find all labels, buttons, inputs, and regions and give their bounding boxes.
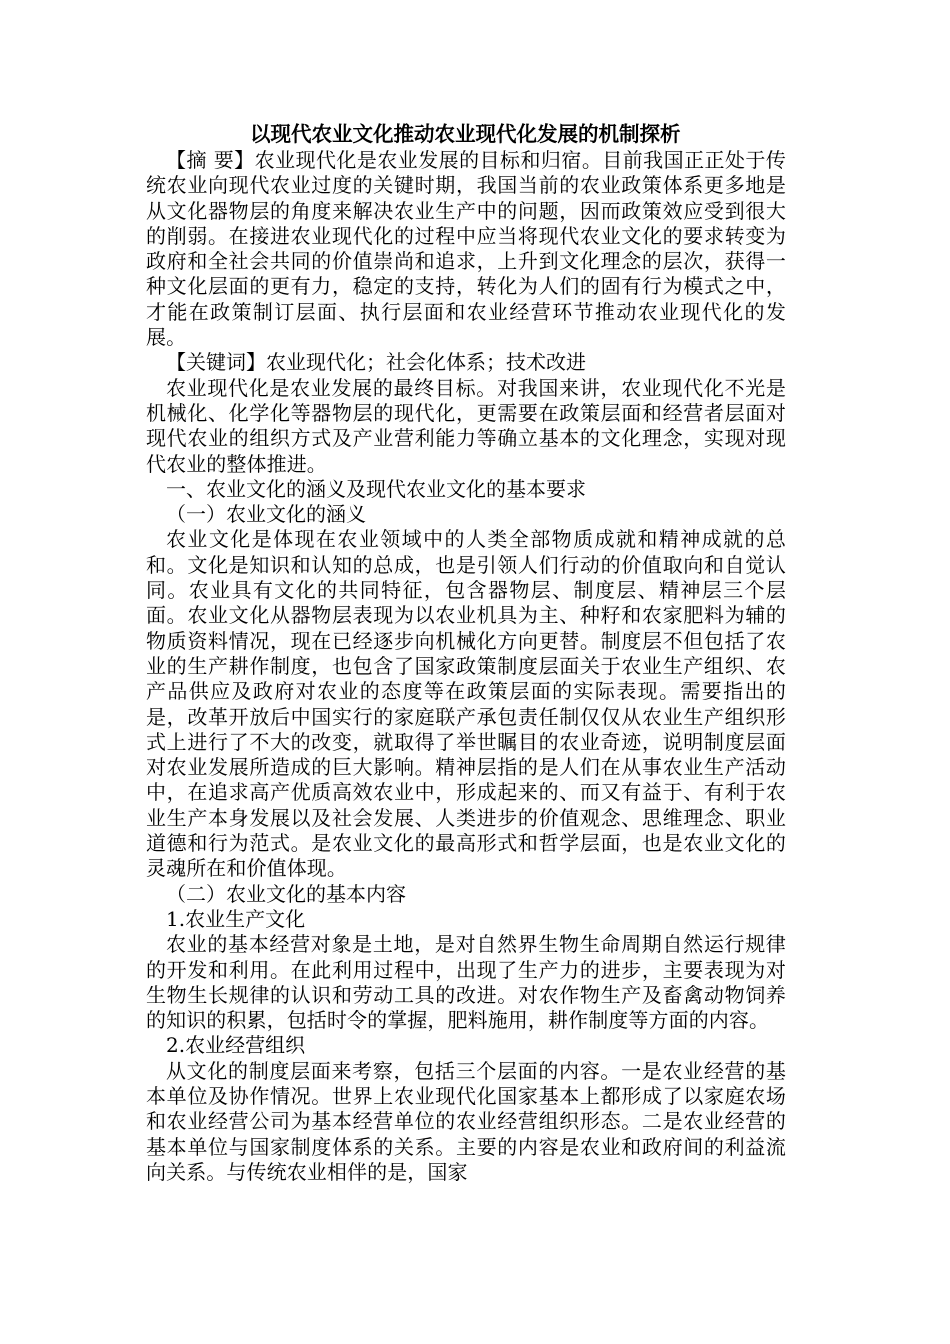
keywords-line: 【关键词】农业现代化；社会化体系；技术改进 [166, 350, 586, 375]
body-paragraph: 农业的基本经营对象是土地，是对自然界生物生命周期自然运行规律的开发和利用。在此利用过程中，出现了生产力的进步，主要表现为对生物生长规律的认识和劳动工具的改进。对农作物生产及畜禽动物饲养的知识的积累，包括时令的掌握，肥料施用，耕作制度等方面的内容。 [146, 932, 786, 1033]
item-heading: 1.农业生产文化 [166, 906, 306, 931]
subsection-heading: （一）农业文化的涵义 [166, 502, 366, 527]
document-title: 以现代农业文化推动农业现代化发展的机制探析 [250, 122, 681, 146]
item-heading: 2.农业经营组织 [166, 1033, 306, 1058]
section-heading: 一、农业文化的涵义及现代农业文化的基本要求 [166, 476, 586, 501]
body-paragraph: 农业文化是体现在农业领域中的人类全部物质成就和精神成就的总和。文化是知识和认知的总成，也是引领人们行动的价值取向和自觉认同。农业具有文化的共同特征，包含器物层、制度层、精神层三个层面。农业文化从器物层表现为以农业机具为主、种籽和农家肥料为辅的物质资料情况，现在已经逐步向机械化方向更替。制度层不但包括了农业的生产耕作制度，也包含了国家政策制度层面关于农业生产组织、农产品供应及政府对农业的态度等在政策层面的实际表现。需要指出的是，改革开放后中国实行的家庭联产承包责任制仅仅从农业生产组织形式上进行了不大的改变，就取得了举世瞩目的农业奇迹，说明制度层面对农业发展所造成的巨大影响。精神层指的是人们在从事农业生产活动中，在追求高产优质高效农业中，形成起来的、而又有益于、有利于农业生产本身发展以及社会发展、人类进步的价值观念、思维理念、职业道德和行为范式。是农业文化的最高形式和哲学层面，也是农业文化的灵魂所在和价值体现。 [146, 527, 786, 881]
abstract-paragraph: 【摘 要】农业现代化是农业发展的目标和归宿。目前我国正正处于传统农业向现代农业过度的关键时期，我国当前的农业政策体系更多地是从文化器物层的角度来解决农业生产中的问题，因而政策效应受到很大的削弱。在接进农业现代化的过程中应当将现代农业文化的要求转变为政府和全社会共同的价值崇尚和追求，上升到文化理念的层次，获得一种文化层面的更有力，稳定的支持，转化为人们的固有行为模式之中，才能在政策制订层面、执行层面和农业经营环节推动农业现代化的发展。 [146, 148, 786, 350]
document-body [146, 120, 786, 1185]
body-paragraph: 从文化的制度层面来考察，包括三个层面的内容。一是农业经营的基本单位及协作情况。世界上农业现代化国家基本上都形成了以家庭农场和农业经营公司为基本经营单位的农业经营组织形态。二是农业经营的基本单位与国家制度体系的关系。主要的内容是农业和政府间的利益流向关系。与传统农业相伴的是，国家 [146, 1058, 786, 1184]
intro-paragraph: 农业现代化是农业发展的最终目标。对我国来讲，农业现代化不光是机械化、化学化等器物层的现代化，更需要在政策层面和经营者层面对现代农业的组织方式及产业营利能力等确立基本的文化理念，实现对现代农业的整体推进。 [146, 375, 786, 476]
subsection-heading: （二）农业文化的基本内容 [166, 881, 406, 906]
